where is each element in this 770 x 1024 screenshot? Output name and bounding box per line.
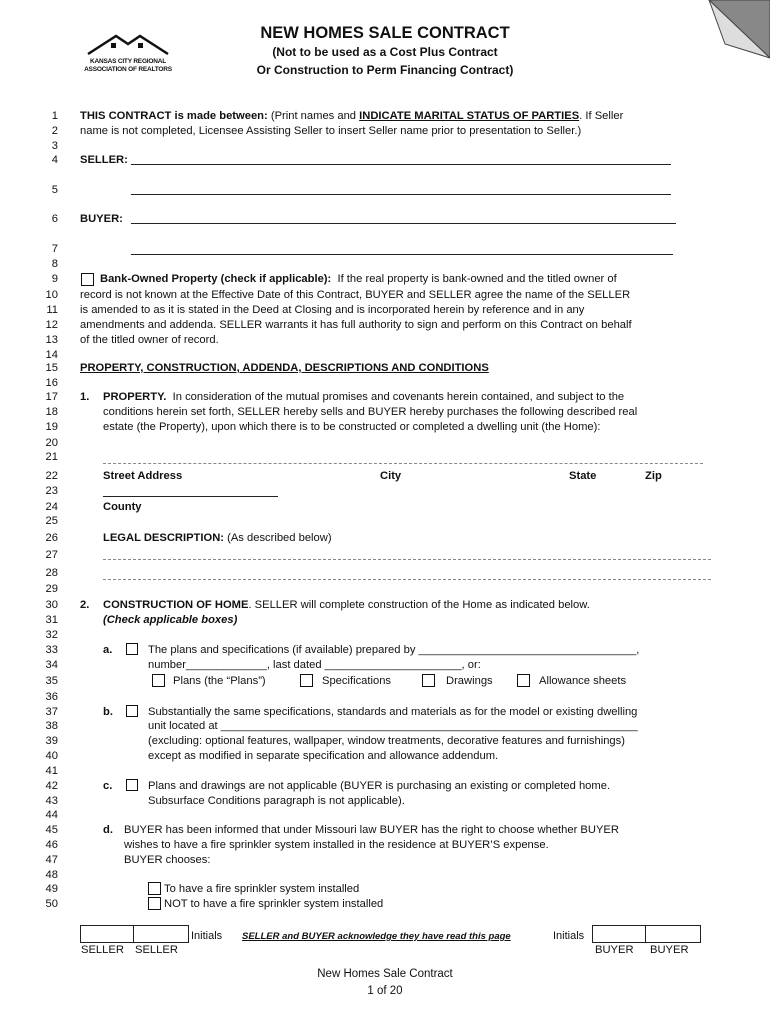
seller-caption-2: SELLER [135, 944, 178, 956]
option-d-line-2: wishes to have a fire sprinkler system installed in the residence at BUYER’S expense. [124, 839, 549, 851]
line-number: 13 [45, 334, 58, 346]
line-number: 36 [45, 691, 58, 703]
line-number: 42 [45, 780, 58, 792]
bank-owned-line-4: amendments and addenda. SELLER warrants it has full authority to sign and perform on this Contract on behalf [80, 319, 632, 331]
seller-name-field-2[interactable] [131, 194, 671, 195]
option-c-label: c. [103, 780, 113, 792]
line-number: 3 [51, 140, 58, 152]
plans-option-label: Plans (the “Plans”) [173, 675, 266, 687]
specifications-checkbox[interactable] [300, 674, 313, 687]
line-number: 44 [45, 809, 58, 821]
option-b-line-4: except as modified in separate specification and allowance addendum. [148, 750, 499, 762]
line-number: 2 [51, 125, 58, 137]
line-number: 7 [51, 243, 58, 255]
line-number: 41 [45, 765, 58, 777]
bank-owned-label: Bank-Owned Property (check if applicable): [100, 273, 332, 285]
logo-line-1: KANSAS CITY REGIONAL [89, 58, 167, 65]
initials-right-label: Initials [553, 930, 585, 942]
line-number: 49 [45, 883, 58, 895]
logo-line-2: ASSOCIATION OF REALTORS [84, 66, 172, 73]
line-number: 39 [45, 735, 58, 747]
seller-initials-box-2[interactable] [133, 925, 189, 943]
option-c-checkbox[interactable] [126, 779, 138, 791]
line-number: 34 [45, 659, 58, 671]
option-b-checkbox[interactable] [126, 705, 138, 717]
line-number: 1 [51, 110, 58, 122]
seller-initials-box-1[interactable] [80, 925, 133, 943]
option-b-line-1: Substantially the same specifications, standards and materials as for the model or existing dwelling [148, 706, 638, 718]
line-number: 25 [45, 515, 58, 527]
option-d-line-1: BUYER has been informed that under Missouri law BUYER has the right to choose whether BUYER [124, 824, 619, 836]
line-number: 46 [45, 839, 58, 851]
sprinkler-install-label: To have a fire sprinkler system installed [164, 883, 360, 895]
line-number: 5 [51, 184, 58, 196]
footer-page-number: 1 of 20 [367, 985, 403, 997]
line-number: 17 [45, 391, 58, 403]
line-number: 4 [51, 154, 58, 166]
buyer-caption-2: BUYER [650, 944, 689, 956]
construction-text: . SELLER will complete construction of the Home as indicated below. [248, 599, 590, 611]
marital-status-note: INDICATE MARITAL STATUS OF PARTIES [359, 110, 580, 122]
specifications-option-label: Specifications [322, 675, 392, 687]
line-number: 8 [51, 258, 58, 270]
section-heading: PROPERTY, CONSTRUCTION, ADDENDA, DESCRIPTIONS AND CONDITIONS [80, 362, 489, 374]
line-number: 33 [45, 644, 58, 656]
intro-rest: . If Seller [579, 110, 624, 122]
legal-description-field-1[interactable] [103, 559, 711, 560]
legal-description-field-2[interactable] [103, 579, 711, 580]
seller-name-field-1[interactable] [131, 164, 671, 165]
buyer-name-field-1[interactable] [131, 223, 676, 224]
initials-left-label: Initials [191, 930, 223, 942]
line-number: 47 [45, 854, 58, 866]
line-number: 31 [45, 614, 58, 626]
buyer-initials-box-2[interactable] [645, 925, 701, 943]
construction-line-1 [103, 598, 590, 612]
document-title: NEW HOMES SALE CONTRACT [260, 24, 510, 42]
line-number: 45 [45, 824, 58, 836]
line-number: 35 [45, 675, 58, 687]
intro-line-1 [80, 109, 623, 123]
seller-caption-1: SELLER [81, 944, 124, 956]
legal-description-label: LEGAL DESCRIPTION: [103, 532, 224, 544]
line-number: 50 [45, 898, 58, 910]
line-number: 28 [45, 567, 58, 579]
line-number: 38 [45, 720, 58, 732]
legal-description-line [103, 531, 332, 545]
bank-owned-line-1 [100, 272, 617, 286]
county-label: County [103, 501, 142, 513]
bank-owned-text-1: If the real property is bank-owned and the titled owner of [337, 273, 617, 285]
buyer-initials-box-1[interactable] [592, 925, 646, 943]
bank-owned-line-5: of the titled owner of record. [80, 334, 219, 346]
line-number: 11 [46, 304, 58, 316]
option-d-line-3: BUYER chooses: [124, 854, 211, 866]
bank-owned-line-2: record is not known at the Effective Date of this Contract, BUYER and SELLER agree the name of the SELLER [80, 289, 631, 301]
option-c-line-2: Subsurface Conditions paragraph is not applicable). [148, 795, 405, 807]
property-number: 1. [80, 391, 90, 403]
buyer-name-field-2[interactable] [131, 254, 673, 255]
bank-owned-checkbox[interactable] [81, 273, 94, 286]
zip-label: Zip [645, 470, 662, 482]
county-field[interactable] [103, 496, 278, 497]
bank-owned-line-3: is amended to as it is stated in the Deed at Closing and is incorporated herein by reference and in any [80, 304, 585, 316]
line-number: 43 [45, 795, 58, 807]
line-number: 32 [45, 629, 58, 641]
document-subtitle-1: (Not to be used as a Cost Plus Contract [272, 45, 498, 59]
check-applicable-note: (Check applicable boxes) [103, 614, 238, 626]
legal-description-note: (As described below) [224, 532, 332, 544]
address-field[interactable] [103, 463, 703, 464]
line-number: 22 [45, 470, 58, 482]
option-a-line-2: number_____________, last dated ______________________, or: [148, 659, 481, 671]
line-number: 14 [45, 349, 58, 361]
property-label: PROPERTY. [103, 391, 167, 403]
sprinkler-decline-label: NOT to have a fire sprinkler system installed [164, 898, 384, 910]
line-number: 10 [45, 289, 58, 301]
drawings-option-label: Drawings [446, 675, 493, 687]
line-number: 9 [51, 273, 58, 285]
intro-lead: THIS CONTRACT is made between: [80, 110, 268, 122]
allowance-sheets-checkbox[interactable] [517, 674, 530, 687]
intro-line-2: name is not completed, Licensee Assisting Seller to insert Seller name prior to presentation to Seller.) [80, 125, 582, 137]
construction-number: 2. [80, 599, 90, 611]
seller-label: SELLER: [80, 154, 128, 166]
line-number: 6 [51, 213, 58, 225]
footer-document-name: New Homes Sale Contract [317, 968, 453, 980]
option-a-checkbox[interactable] [126, 643, 138, 655]
acknowledge-statement: SELLER and BUYER acknowledge they have read this page [242, 931, 511, 942]
line-number: 29 [45, 583, 58, 595]
option-b-label: b. [103, 706, 113, 718]
line-number: 26 [45, 532, 58, 544]
intro-mid: (Print names and [267, 110, 360, 122]
property-line-1 [103, 390, 624, 404]
option-c-line-1: Plans and drawings are not applicable (BUYER is purchasing an existing or completed home. [148, 780, 611, 792]
option-b-line-2: unit located at ___________________________________________________________________ [148, 720, 638, 732]
buyer-caption-1: BUYER [595, 944, 634, 956]
sprinkler-decline-checkbox[interactable] [148, 897, 161, 910]
property-line-3: estate (the Property), upon which there is to be constructed or completed a dwelling unit (the Home): [103, 421, 601, 433]
line-number: 21 [45, 451, 58, 463]
line-number: 30 [45, 599, 58, 611]
allowance-sheets-option-label: Allowance sheets [539, 675, 627, 687]
drawings-checkbox[interactable] [422, 674, 435, 687]
line-number: 15 [45, 362, 58, 374]
line-number: 16 [45, 377, 58, 389]
option-a-line-1: The plans and specifications (if available) prepared by ___________________________________, [148, 644, 640, 656]
line-number: 24 [45, 501, 58, 513]
option-d-label: d. [103, 824, 113, 836]
line-number: 40 [45, 750, 58, 762]
plans-checkbox[interactable] [152, 674, 165, 687]
property-text-1: In consideration of the mutual promises and covenants herein contained, and subject to the [172, 391, 625, 403]
construction-label: CONSTRUCTION OF HOME [103, 599, 249, 611]
option-b-line-3: (excluding: optional features, wallpaper, window treatments, decorative features and furnishings) [148, 735, 625, 747]
property-line-2: conditions herein set forth, SELLER hereby sells and BUYER hereby purchases the following described real [103, 406, 638, 418]
line-number: 27 [45, 549, 58, 561]
line-number: 37 [45, 706, 58, 718]
option-a-label: a. [103, 644, 113, 656]
sprinkler-install-checkbox[interactable] [148, 882, 161, 895]
city-label: City [380, 470, 402, 482]
document-subtitle-2: Or Construction to Perm Financing Contract) [256, 63, 514, 77]
line-number: 18 [45, 406, 58, 418]
state-label: State [569, 470, 597, 482]
line-number: 23 [45, 485, 58, 497]
line-number: 19 [45, 421, 58, 433]
line-number: 20 [45, 437, 58, 449]
buyer-label: BUYER: [80, 213, 123, 225]
street-address-label: Street Address [103, 470, 183, 482]
line-number: 48 [45, 869, 58, 881]
line-number: 12 [45, 319, 58, 331]
